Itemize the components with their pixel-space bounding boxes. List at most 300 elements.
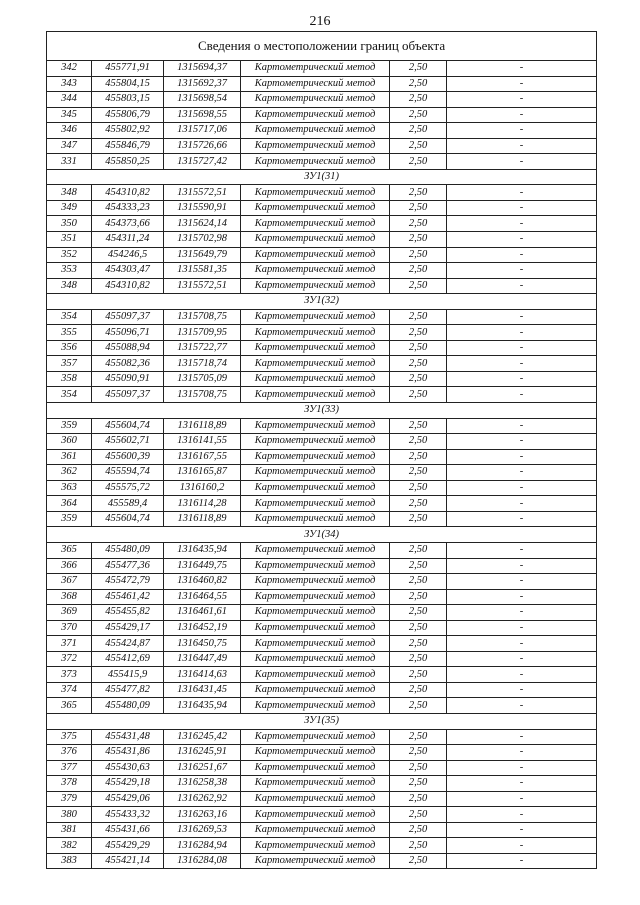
table-row xyxy=(47,107,597,123)
x-coordinate-cell: 455477,82 xyxy=(92,682,164,698)
point-number-cell: 362 xyxy=(47,465,92,481)
y-coordinate-cell: 1315572,51 xyxy=(164,278,241,294)
y-coordinate-cell: 1315717,06 xyxy=(164,123,241,139)
point-number-cell: 370 xyxy=(47,620,92,636)
y-coordinate-cell: 1315581,35 xyxy=(164,263,241,279)
point-number-cell: 352 xyxy=(47,247,92,263)
point-number-cell: 344 xyxy=(47,92,92,108)
point-number-cell: 381 xyxy=(47,822,92,838)
point-number-cell: 363 xyxy=(47,480,92,496)
description-cell: - xyxy=(447,698,597,714)
description-cell: - xyxy=(447,434,597,450)
y-coordinate-cell: 1316245,91 xyxy=(164,745,241,761)
x-coordinate-cell: 455431,86 xyxy=(92,745,164,761)
table-row xyxy=(47,61,597,77)
method-cell: Картометрический метод xyxy=(241,558,390,574)
description-cell: - xyxy=(447,216,597,232)
description-cell: - xyxy=(447,465,597,481)
method-cell: Картометрический метод xyxy=(241,574,390,590)
method-cell: Картометрический метод xyxy=(241,232,390,248)
method-cell: Картометрический метод xyxy=(241,651,390,667)
boundary-points-table xyxy=(46,31,597,869)
description-cell: - xyxy=(447,154,597,170)
x-coordinate-cell: 455090,91 xyxy=(92,371,164,387)
point-number-cell: 354 xyxy=(47,309,92,325)
accuracy-cell: 2,50 xyxy=(390,636,447,652)
table-row xyxy=(47,278,597,294)
description-cell: - xyxy=(447,278,597,294)
y-coordinate-cell: 1315698,54 xyxy=(164,92,241,108)
y-coordinate-cell: 1316258,38 xyxy=(164,776,241,792)
description-cell: - xyxy=(447,92,597,108)
point-number-cell: 379 xyxy=(47,791,92,807)
accuracy-cell: 2,50 xyxy=(390,605,447,621)
table-row xyxy=(47,496,597,512)
accuracy-cell: 2,50 xyxy=(390,589,447,605)
description-cell: - xyxy=(447,200,597,216)
description-cell: - xyxy=(447,325,597,341)
point-number-cell: 357 xyxy=(47,356,92,372)
table-row xyxy=(47,356,597,372)
accuracy-cell: 2,50 xyxy=(390,309,447,325)
point-number-cell: 376 xyxy=(47,745,92,761)
method-cell: Картометрический метод xyxy=(241,605,390,621)
point-number-cell: 354 xyxy=(47,387,92,403)
table-row xyxy=(47,123,597,139)
x-coordinate-cell: 455412,69 xyxy=(92,651,164,667)
table-title: Сведения о местоположении границ объекта xyxy=(47,32,597,61)
method-cell: Картометрический метод xyxy=(241,449,390,465)
accuracy-cell: 2,50 xyxy=(390,574,447,590)
method-cell: Картометрический метод xyxy=(241,107,390,123)
y-coordinate-cell: 1316431,45 xyxy=(164,682,241,698)
description-cell: - xyxy=(447,480,597,496)
point-number-cell: 358 xyxy=(47,371,92,387)
point-number-cell: 374 xyxy=(47,682,92,698)
x-coordinate-cell: 455431,48 xyxy=(92,729,164,745)
method-cell: Картометрический метод xyxy=(241,776,390,792)
accuracy-cell: 2,50 xyxy=(390,434,447,450)
description-cell: - xyxy=(447,340,597,356)
x-coordinate-cell: 455589,4 xyxy=(92,496,164,512)
description-cell: - xyxy=(447,729,597,745)
point-number-cell: 351 xyxy=(47,232,92,248)
point-number-cell: 360 xyxy=(47,434,92,450)
accuracy-cell: 2,50 xyxy=(390,667,447,683)
description-cell: - xyxy=(447,449,597,465)
section-heading: ЗУ1(35) xyxy=(47,713,597,729)
accuracy-cell: 2,50 xyxy=(390,263,447,279)
accuracy-cell: 2,50 xyxy=(390,511,447,527)
table-row xyxy=(47,185,597,201)
accuracy-cell: 2,50 xyxy=(390,449,447,465)
method-cell: Картометрический метод xyxy=(241,387,390,403)
method-cell: Картометрический метод xyxy=(241,511,390,527)
x-coordinate-cell: 455421,14 xyxy=(92,853,164,869)
description-cell: - xyxy=(447,107,597,123)
description-cell: - xyxy=(447,76,597,92)
table-row xyxy=(47,154,597,170)
x-coordinate-cell: 455480,09 xyxy=(92,698,164,714)
y-coordinate-cell: 1315698,55 xyxy=(164,107,241,123)
accuracy-cell: 2,50 xyxy=(390,200,447,216)
accuracy-cell: 2,50 xyxy=(390,340,447,356)
method-cell: Картометрический метод xyxy=(241,371,390,387)
description-cell: - xyxy=(447,745,597,761)
point-number-cell: 377 xyxy=(47,760,92,776)
y-coordinate-cell: 1316435,94 xyxy=(164,698,241,714)
table-row xyxy=(47,853,597,869)
point-number-cell: 378 xyxy=(47,776,92,792)
description-cell: - xyxy=(447,682,597,698)
y-coordinate-cell: 1316118,89 xyxy=(164,511,241,527)
x-coordinate-cell: 455415,9 xyxy=(92,667,164,683)
point-number-cell: 365 xyxy=(47,698,92,714)
description-cell: - xyxy=(447,558,597,574)
table-row xyxy=(47,465,597,481)
x-coordinate-cell: 455802,92 xyxy=(92,123,164,139)
accuracy-cell: 2,50 xyxy=(390,278,447,294)
accuracy-cell: 2,50 xyxy=(390,558,447,574)
table-row xyxy=(47,745,597,761)
accuracy-cell: 2,50 xyxy=(390,356,447,372)
description-cell: - xyxy=(447,247,597,263)
y-coordinate-cell: 1315702,98 xyxy=(164,232,241,248)
table-row xyxy=(47,340,597,356)
table-body xyxy=(47,32,597,869)
y-coordinate-cell: 1315726,66 xyxy=(164,138,241,154)
x-coordinate-cell: 454303,47 xyxy=(92,263,164,279)
x-coordinate-cell: 455429,17 xyxy=(92,620,164,636)
table-row xyxy=(47,729,597,745)
x-coordinate-cell: 455455,82 xyxy=(92,605,164,621)
table-row xyxy=(47,667,597,683)
y-coordinate-cell: 1315708,75 xyxy=(164,309,241,325)
description-cell: - xyxy=(447,574,597,590)
point-number-cell: 365 xyxy=(47,542,92,558)
method-cell: Картометрический метод xyxy=(241,356,390,372)
accuracy-cell: 2,50 xyxy=(390,480,447,496)
accuracy-cell: 2,50 xyxy=(390,496,447,512)
description-cell: - xyxy=(447,822,597,838)
point-number-cell: 364 xyxy=(47,496,92,512)
method-cell: Картометрический метод xyxy=(241,76,390,92)
table-row xyxy=(47,371,597,387)
table-row xyxy=(47,309,597,325)
y-coordinate-cell: 1315708,75 xyxy=(164,387,241,403)
accuracy-cell: 2,50 xyxy=(390,745,447,761)
description-cell: - xyxy=(447,309,597,325)
x-coordinate-cell: 455082,36 xyxy=(92,356,164,372)
y-coordinate-cell: 1316447,49 xyxy=(164,651,241,667)
x-coordinate-cell: 454333,23 xyxy=(92,200,164,216)
point-number-cell: 350 xyxy=(47,216,92,232)
table-row xyxy=(47,247,597,263)
method-cell: Картометрический метод xyxy=(241,418,390,434)
x-coordinate-cell: 454310,82 xyxy=(92,278,164,294)
x-coordinate-cell: 454246,5 xyxy=(92,247,164,263)
method-cell: Картометрический метод xyxy=(241,263,390,279)
y-coordinate-cell: 1316262,92 xyxy=(164,791,241,807)
y-coordinate-cell: 1316141,55 xyxy=(164,434,241,450)
method-cell: Картометрический метод xyxy=(241,325,390,341)
table-row xyxy=(47,216,597,232)
y-coordinate-cell: 1316449,75 xyxy=(164,558,241,574)
description-cell: - xyxy=(447,667,597,683)
point-number-cell: 371 xyxy=(47,636,92,652)
section-heading-row xyxy=(47,294,597,310)
table-row xyxy=(47,263,597,279)
y-coordinate-cell: 1316263,16 xyxy=(164,807,241,823)
table-row xyxy=(47,636,597,652)
table-row xyxy=(47,200,597,216)
accuracy-cell: 2,50 xyxy=(390,760,447,776)
x-coordinate-cell: 455433,32 xyxy=(92,807,164,823)
method-cell: Картометрический метод xyxy=(241,216,390,232)
x-coordinate-cell: 455429,06 xyxy=(92,791,164,807)
point-number-cell: 359 xyxy=(47,418,92,434)
x-coordinate-cell: 455850,25 xyxy=(92,154,164,170)
table-row xyxy=(47,511,597,527)
description-cell: - xyxy=(447,263,597,279)
y-coordinate-cell: 1316118,89 xyxy=(164,418,241,434)
page-number: 216 xyxy=(309,14,331,29)
x-coordinate-cell: 454310,82 xyxy=(92,185,164,201)
method-cell: Картометрический метод xyxy=(241,123,390,139)
y-coordinate-cell: 1315722,77 xyxy=(164,340,241,356)
description-cell: - xyxy=(447,807,597,823)
description-cell: - xyxy=(447,838,597,854)
x-coordinate-cell: 455088,94 xyxy=(92,340,164,356)
method-cell: Картометрический метод xyxy=(241,620,390,636)
y-coordinate-cell: 1315590,91 xyxy=(164,200,241,216)
description-cell: - xyxy=(447,418,597,434)
accuracy-cell: 2,50 xyxy=(390,247,447,263)
point-number-cell: 383 xyxy=(47,853,92,869)
accuracy-cell: 2,50 xyxy=(390,325,447,341)
description-cell: - xyxy=(447,138,597,154)
description-cell: - xyxy=(447,356,597,372)
accuracy-cell: 2,50 xyxy=(390,620,447,636)
accuracy-cell: 2,50 xyxy=(390,154,447,170)
y-coordinate-cell: 1316464,55 xyxy=(164,589,241,605)
y-coordinate-cell: 1315705,09 xyxy=(164,371,241,387)
point-number-cell: 367 xyxy=(47,574,92,590)
x-coordinate-cell: 455429,29 xyxy=(92,838,164,854)
point-number-cell: 331 xyxy=(47,154,92,170)
table-row xyxy=(47,92,597,108)
method-cell: Картометрический метод xyxy=(241,807,390,823)
accuracy-cell: 2,50 xyxy=(390,123,447,139)
x-coordinate-cell: 455431,66 xyxy=(92,822,164,838)
point-number-cell: 345 xyxy=(47,107,92,123)
point-number-cell: 372 xyxy=(47,651,92,667)
table-title-row xyxy=(47,32,597,61)
method-cell: Картометрический метод xyxy=(241,698,390,714)
point-number-cell: 361 xyxy=(47,449,92,465)
y-coordinate-cell: 1315709,95 xyxy=(164,325,241,341)
accuracy-cell: 2,50 xyxy=(390,465,447,481)
y-coordinate-cell: 1316461,61 xyxy=(164,605,241,621)
accuracy-cell: 2,50 xyxy=(390,418,447,434)
section-heading: ЗУ1(34) xyxy=(47,527,597,543)
description-cell: - xyxy=(447,853,597,869)
accuracy-cell: 2,50 xyxy=(390,92,447,108)
accuracy-cell: 2,50 xyxy=(390,138,447,154)
table-row xyxy=(47,76,597,92)
y-coordinate-cell: 1315694,37 xyxy=(164,61,241,77)
method-cell: Картометрический метод xyxy=(241,154,390,170)
x-coordinate-cell: 455430,63 xyxy=(92,760,164,776)
method-cell: Картометрический метод xyxy=(241,309,390,325)
x-coordinate-cell: 455097,37 xyxy=(92,387,164,403)
y-coordinate-cell: 1315727,42 xyxy=(164,154,241,170)
y-coordinate-cell: 1316284,94 xyxy=(164,838,241,854)
y-coordinate-cell: 1316160,2 xyxy=(164,480,241,496)
table-row xyxy=(47,434,597,450)
table-row xyxy=(47,480,597,496)
table-row xyxy=(47,822,597,838)
x-coordinate-cell: 455594,74 xyxy=(92,465,164,481)
section-heading: ЗУ1(32) xyxy=(47,294,597,310)
point-number-cell: 366 xyxy=(47,558,92,574)
description-cell: - xyxy=(447,511,597,527)
accuracy-cell: 2,50 xyxy=(390,698,447,714)
x-coordinate-cell: 455803,15 xyxy=(92,92,164,108)
method-cell: Картометрический метод xyxy=(241,480,390,496)
x-coordinate-cell: 455424,87 xyxy=(92,636,164,652)
point-number-cell: 348 xyxy=(47,278,92,294)
method-cell: Картометрический метод xyxy=(241,434,390,450)
y-coordinate-cell: 1316452,19 xyxy=(164,620,241,636)
point-number-cell: 349 xyxy=(47,200,92,216)
accuracy-cell: 2,50 xyxy=(390,807,447,823)
y-coordinate-cell: 1316284,08 xyxy=(164,853,241,869)
point-number-cell: 355 xyxy=(47,325,92,341)
x-coordinate-cell: 455096,71 xyxy=(92,325,164,341)
accuracy-cell: 2,50 xyxy=(390,61,447,77)
table-row xyxy=(47,558,597,574)
table-row xyxy=(47,138,597,154)
x-coordinate-cell: 455429,18 xyxy=(92,776,164,792)
accuracy-cell: 2,50 xyxy=(390,232,447,248)
accuracy-cell: 2,50 xyxy=(390,216,447,232)
method-cell: Картометрический метод xyxy=(241,729,390,745)
y-coordinate-cell: 1316460,82 xyxy=(164,574,241,590)
method-cell: Картометрический метод xyxy=(241,682,390,698)
method-cell: Картометрический метод xyxy=(241,853,390,869)
description-cell: - xyxy=(447,636,597,652)
accuracy-cell: 2,50 xyxy=(390,371,447,387)
point-number-cell: 382 xyxy=(47,838,92,854)
accuracy-cell: 2,50 xyxy=(390,776,447,792)
table-row xyxy=(47,589,597,605)
method-cell: Картометрический метод xyxy=(241,138,390,154)
description-cell: - xyxy=(447,185,597,201)
x-coordinate-cell: 455575,72 xyxy=(92,480,164,496)
table-row xyxy=(47,620,597,636)
y-coordinate-cell: 1316245,42 xyxy=(164,729,241,745)
description-cell: - xyxy=(447,589,597,605)
method-cell: Картометрический метод xyxy=(241,247,390,263)
method-cell: Картометрический метод xyxy=(241,61,390,77)
description-cell: - xyxy=(447,776,597,792)
point-number-cell: 348 xyxy=(47,185,92,201)
description-cell: - xyxy=(447,371,597,387)
table-row xyxy=(47,574,597,590)
description-cell: - xyxy=(447,232,597,248)
accuracy-cell: 2,50 xyxy=(390,729,447,745)
method-cell: Картометрический метод xyxy=(241,496,390,512)
accuracy-cell: 2,50 xyxy=(390,387,447,403)
x-coordinate-cell: 455602,71 xyxy=(92,434,164,450)
y-coordinate-cell: 1315649,79 xyxy=(164,247,241,263)
point-number-cell: 359 xyxy=(47,511,92,527)
description-cell: - xyxy=(447,496,597,512)
table-row xyxy=(47,418,597,434)
section-heading-row xyxy=(47,169,597,185)
accuracy-cell: 2,50 xyxy=(390,791,447,807)
accuracy-cell: 2,50 xyxy=(390,542,447,558)
x-coordinate-cell: 455472,79 xyxy=(92,574,164,590)
description-cell: - xyxy=(447,791,597,807)
x-coordinate-cell: 455771,91 xyxy=(92,61,164,77)
point-number-cell: 346 xyxy=(47,123,92,139)
accuracy-cell: 2,50 xyxy=(390,682,447,698)
accuracy-cell: 2,50 xyxy=(390,853,447,869)
point-number-cell: 373 xyxy=(47,667,92,683)
table-row xyxy=(47,605,597,621)
y-coordinate-cell: 1316414,63 xyxy=(164,667,241,683)
y-coordinate-cell: 1315572,51 xyxy=(164,185,241,201)
y-coordinate-cell: 1316435,94 xyxy=(164,542,241,558)
y-coordinate-cell: 1316450,75 xyxy=(164,636,241,652)
x-coordinate-cell: 455477,36 xyxy=(92,558,164,574)
x-coordinate-cell: 455600,39 xyxy=(92,449,164,465)
method-cell: Картометрический метод xyxy=(241,760,390,776)
x-coordinate-cell: 455804,15 xyxy=(92,76,164,92)
table-row xyxy=(47,791,597,807)
point-number-cell: 353 xyxy=(47,263,92,279)
x-coordinate-cell: 455461,42 xyxy=(92,589,164,605)
y-coordinate-cell: 1316251,67 xyxy=(164,760,241,776)
accuracy-cell: 2,50 xyxy=(390,76,447,92)
section-heading-row xyxy=(47,713,597,729)
accuracy-cell: 2,50 xyxy=(390,107,447,123)
y-coordinate-cell: 1316114,28 xyxy=(164,496,241,512)
table-row xyxy=(47,698,597,714)
table-row xyxy=(47,387,597,403)
table-row xyxy=(47,682,597,698)
x-coordinate-cell: 455604,74 xyxy=(92,418,164,434)
table-row xyxy=(47,807,597,823)
point-number-cell: 343 xyxy=(47,76,92,92)
point-number-cell: 380 xyxy=(47,807,92,823)
x-coordinate-cell: 454373,66 xyxy=(92,216,164,232)
method-cell: Картометрический метод xyxy=(241,542,390,558)
description-cell: - xyxy=(447,542,597,558)
point-number-cell: 356 xyxy=(47,340,92,356)
section-heading-row xyxy=(47,403,597,419)
table-row xyxy=(47,232,597,248)
method-cell: Картометрический метод xyxy=(241,838,390,854)
method-cell: Картометрический метод xyxy=(241,340,390,356)
y-coordinate-cell: 1316269,53 xyxy=(164,822,241,838)
section-heading: ЗУ1(33) xyxy=(47,403,597,419)
x-coordinate-cell: 455480,09 xyxy=(92,542,164,558)
description-cell: - xyxy=(447,61,597,77)
y-coordinate-cell: 1315718,74 xyxy=(164,356,241,372)
